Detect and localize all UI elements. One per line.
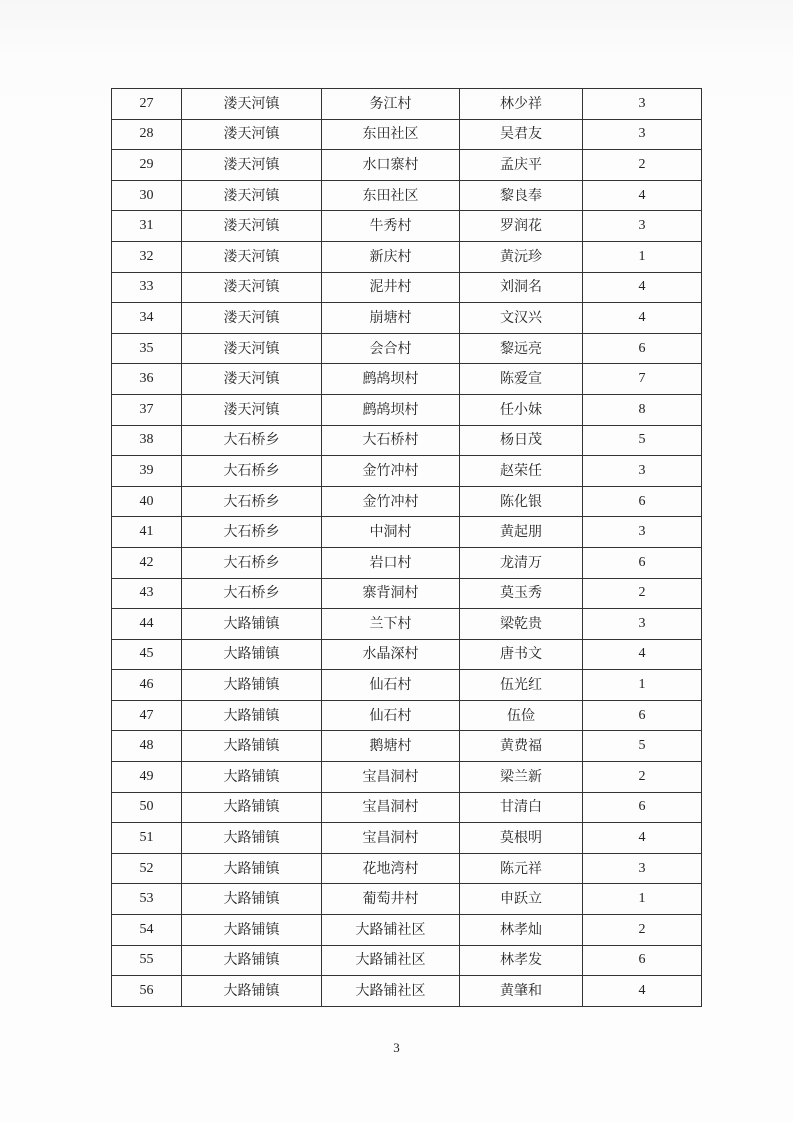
row-number-cell: 54 xyxy=(112,915,182,946)
village-cell: 鹅塘村 xyxy=(322,731,460,762)
count-cell: 2 xyxy=(583,762,702,793)
person-name-cell: 黄费福 xyxy=(460,731,583,762)
row-number-cell: 37 xyxy=(112,394,182,425)
township-cell: 大路铺镇 xyxy=(182,945,322,976)
township-cell: 大石桥乡 xyxy=(182,578,322,609)
township-cell: 大路铺镇 xyxy=(182,609,322,640)
count-cell: 6 xyxy=(583,792,702,823)
table-row xyxy=(112,731,702,762)
township-cell: 大路铺镇 xyxy=(182,670,322,701)
person-name-cell: 黄起朋 xyxy=(460,517,583,548)
table-row xyxy=(112,456,702,487)
row-number-cell: 49 xyxy=(112,762,182,793)
row-number-cell: 36 xyxy=(112,364,182,395)
count-cell: 4 xyxy=(583,823,702,854)
village-cell: 水口寨村 xyxy=(322,150,460,181)
count-cell: 4 xyxy=(583,272,702,303)
table-row xyxy=(112,333,702,364)
township-cell: 大路铺镇 xyxy=(182,976,322,1007)
person-name-cell: 甘清白 xyxy=(460,792,583,823)
person-name-cell: 黎良奉 xyxy=(460,180,583,211)
row-number-cell: 43 xyxy=(112,578,182,609)
row-number-cell: 47 xyxy=(112,700,182,731)
table-row xyxy=(112,884,702,915)
count-cell: 1 xyxy=(583,670,702,701)
village-cell: 岩口村 xyxy=(322,547,460,578)
row-number-cell: 39 xyxy=(112,456,182,487)
table-row xyxy=(112,700,702,731)
person-name-cell: 赵荣任 xyxy=(460,456,583,487)
township-cell: 大路铺镇 xyxy=(182,762,322,793)
count-cell: 3 xyxy=(583,456,702,487)
village-cell: 金竹冲村 xyxy=(322,486,460,517)
person-name-cell: 莫玉秀 xyxy=(460,578,583,609)
count-cell: 3 xyxy=(583,119,702,150)
table-row xyxy=(112,853,702,884)
table-row xyxy=(112,915,702,946)
row-number-cell: 44 xyxy=(112,609,182,640)
village-cell: 务江村 xyxy=(322,89,460,120)
person-name-cell: 任小妹 xyxy=(460,394,583,425)
township-cell: 大石桥乡 xyxy=(182,547,322,578)
person-name-cell: 孟庆平 xyxy=(460,150,583,181)
table-row xyxy=(112,823,702,854)
township-cell: 大石桥乡 xyxy=(182,517,322,548)
table-row xyxy=(112,119,702,150)
table-row xyxy=(112,394,702,425)
township-cell: 大石桥乡 xyxy=(182,486,322,517)
row-number-cell: 38 xyxy=(112,425,182,456)
person-name-cell: 龙清万 xyxy=(460,547,583,578)
township-cell: 大石桥乡 xyxy=(182,456,322,487)
village-cell: 中洞村 xyxy=(322,517,460,548)
row-number-cell: 45 xyxy=(112,639,182,670)
village-cell: 仙石村 xyxy=(322,670,460,701)
row-number-cell: 46 xyxy=(112,670,182,701)
person-name-cell: 刘洞名 xyxy=(460,272,583,303)
table-row xyxy=(112,639,702,670)
village-cell: 兰下村 xyxy=(322,609,460,640)
count-cell: 4 xyxy=(583,303,702,334)
village-cell: 大路铺社区 xyxy=(322,945,460,976)
count-cell: 6 xyxy=(583,700,702,731)
township-cell: 溇天河镇 xyxy=(182,364,322,395)
table-row xyxy=(112,486,702,517)
table-row xyxy=(112,547,702,578)
count-cell: 4 xyxy=(583,639,702,670)
person-name-cell: 伍俭 xyxy=(460,700,583,731)
person-name-cell: 唐书文 xyxy=(460,639,583,670)
township-cell: 大路铺镇 xyxy=(182,731,322,762)
village-cell: 金竹冲村 xyxy=(322,456,460,487)
count-cell: 6 xyxy=(583,333,702,364)
person-name-cell: 罗润花 xyxy=(460,211,583,242)
row-number-cell: 55 xyxy=(112,945,182,976)
township-cell: 大石桥乡 xyxy=(182,425,322,456)
village-cell: 泥井村 xyxy=(322,272,460,303)
roster-table xyxy=(111,88,702,1007)
village-cell: 宝昌洞村 xyxy=(322,792,460,823)
count-cell: 4 xyxy=(583,180,702,211)
row-number-cell: 53 xyxy=(112,884,182,915)
person-name-cell: 伍光红 xyxy=(460,670,583,701)
person-name-cell: 林孝发 xyxy=(460,945,583,976)
table-row xyxy=(112,180,702,211)
row-number-cell: 52 xyxy=(112,853,182,884)
township-cell: 溇天河镇 xyxy=(182,303,322,334)
township-cell: 大路铺镇 xyxy=(182,823,322,854)
count-cell: 5 xyxy=(583,731,702,762)
count-cell: 3 xyxy=(583,609,702,640)
village-cell: 东田社区 xyxy=(322,180,460,211)
township-cell: 大路铺镇 xyxy=(182,792,322,823)
person-name-cell: 莫根明 xyxy=(460,823,583,854)
table-row xyxy=(112,211,702,242)
township-cell: 大路铺镇 xyxy=(182,884,322,915)
row-number-cell: 34 xyxy=(112,303,182,334)
count-cell: 5 xyxy=(583,425,702,456)
table-row xyxy=(112,945,702,976)
row-number-cell: 41 xyxy=(112,517,182,548)
person-name-cell: 吴君友 xyxy=(460,119,583,150)
count-cell: 3 xyxy=(583,89,702,120)
count-cell: 2 xyxy=(583,150,702,181)
township-cell: 溇天河镇 xyxy=(182,119,322,150)
person-name-cell: 陈爱宣 xyxy=(460,364,583,395)
person-name-cell: 杨日茂 xyxy=(460,425,583,456)
table-row xyxy=(112,762,702,793)
count-cell: 2 xyxy=(583,578,702,609)
village-cell: 大路铺社区 xyxy=(322,976,460,1007)
table-row xyxy=(112,150,702,181)
table-row xyxy=(112,670,702,701)
table-row xyxy=(112,425,702,456)
person-name-cell: 黄肇和 xyxy=(460,976,583,1007)
row-number-cell: 29 xyxy=(112,150,182,181)
township-cell: 溇天河镇 xyxy=(182,150,322,181)
table-row xyxy=(112,517,702,548)
township-cell: 大路铺镇 xyxy=(182,639,322,670)
table-row xyxy=(112,976,702,1007)
person-name-cell: 林少祥 xyxy=(460,89,583,120)
count-cell: 1 xyxy=(583,241,702,272)
township-cell: 溇天河镇 xyxy=(182,89,322,120)
count-cell: 7 xyxy=(583,364,702,395)
page-number: 3 xyxy=(393,1040,400,1055)
township-cell: 溇天河镇 xyxy=(182,272,322,303)
village-cell: 宝昌洞村 xyxy=(322,823,460,854)
table-row xyxy=(112,578,702,609)
count-cell: 2 xyxy=(583,915,702,946)
table-row xyxy=(112,792,702,823)
table-row xyxy=(112,272,702,303)
person-name-cell: 梁乾贵 xyxy=(460,609,583,640)
village-cell: 寨背洞村 xyxy=(322,578,460,609)
count-cell: 1 xyxy=(583,884,702,915)
row-number-cell: 40 xyxy=(112,486,182,517)
count-cell: 8 xyxy=(583,394,702,425)
table-row xyxy=(112,364,702,395)
row-number-cell: 56 xyxy=(112,976,182,1007)
row-number-cell: 48 xyxy=(112,731,182,762)
village-cell: 东田社区 xyxy=(322,119,460,150)
person-name-cell: 黄沅珍 xyxy=(460,241,583,272)
village-cell: 仙石村 xyxy=(322,700,460,731)
row-number-cell: 42 xyxy=(112,547,182,578)
count-cell: 6 xyxy=(583,945,702,976)
count-cell: 3 xyxy=(583,853,702,884)
township-cell: 溇天河镇 xyxy=(182,333,322,364)
person-name-cell: 梁兰新 xyxy=(460,762,583,793)
township-cell: 溇天河镇 xyxy=(182,241,322,272)
person-name-cell: 陈化银 xyxy=(460,486,583,517)
village-cell: 葡萄井村 xyxy=(322,884,460,915)
row-number-cell: 35 xyxy=(112,333,182,364)
count-cell: 3 xyxy=(583,211,702,242)
row-number-cell: 31 xyxy=(112,211,182,242)
township-cell: 大路铺镇 xyxy=(182,853,322,884)
row-number-cell: 30 xyxy=(112,180,182,211)
village-cell: 鹧鸪坝村 xyxy=(322,394,460,425)
person-name-cell: 申跃立 xyxy=(460,884,583,915)
row-number-cell: 50 xyxy=(112,792,182,823)
row-number-cell: 51 xyxy=(112,823,182,854)
village-cell: 鹧鸪坝村 xyxy=(322,364,460,395)
township-cell: 大路铺镇 xyxy=(182,700,322,731)
village-cell: 崩塘村 xyxy=(322,303,460,334)
township-cell: 大路铺镇 xyxy=(182,915,322,946)
table-row xyxy=(112,303,702,334)
person-name-cell: 林孝灿 xyxy=(460,915,583,946)
township-cell: 溇天河镇 xyxy=(182,394,322,425)
village-cell: 花地湾村 xyxy=(322,853,460,884)
count-cell: 6 xyxy=(583,547,702,578)
count-cell: 6 xyxy=(583,486,702,517)
township-cell: 溇天河镇 xyxy=(182,211,322,242)
count-cell: 4 xyxy=(583,976,702,1007)
count-cell: 3 xyxy=(583,517,702,548)
village-cell: 宝昌洞村 xyxy=(322,762,460,793)
village-cell: 牛秀村 xyxy=(322,211,460,242)
township-cell: 溇天河镇 xyxy=(182,180,322,211)
person-name-cell: 陈元祥 xyxy=(460,853,583,884)
village-cell: 会合村 xyxy=(322,333,460,364)
table-row xyxy=(112,609,702,640)
person-name-cell: 文汉兴 xyxy=(460,303,583,334)
person-name-cell: 黎远亮 xyxy=(460,333,583,364)
row-number-cell: 28 xyxy=(112,119,182,150)
row-number-cell: 33 xyxy=(112,272,182,303)
village-cell: 大路铺社区 xyxy=(322,915,460,946)
roster-table-body xyxy=(112,89,702,1007)
village-cell: 大石桥村 xyxy=(322,425,460,456)
village-cell: 新庆村 xyxy=(322,241,460,272)
table-row xyxy=(112,241,702,272)
village-cell: 水晶深村 xyxy=(322,639,460,670)
table-row xyxy=(112,89,702,120)
row-number-cell: 27 xyxy=(112,89,182,120)
row-number-cell: 32 xyxy=(112,241,182,272)
